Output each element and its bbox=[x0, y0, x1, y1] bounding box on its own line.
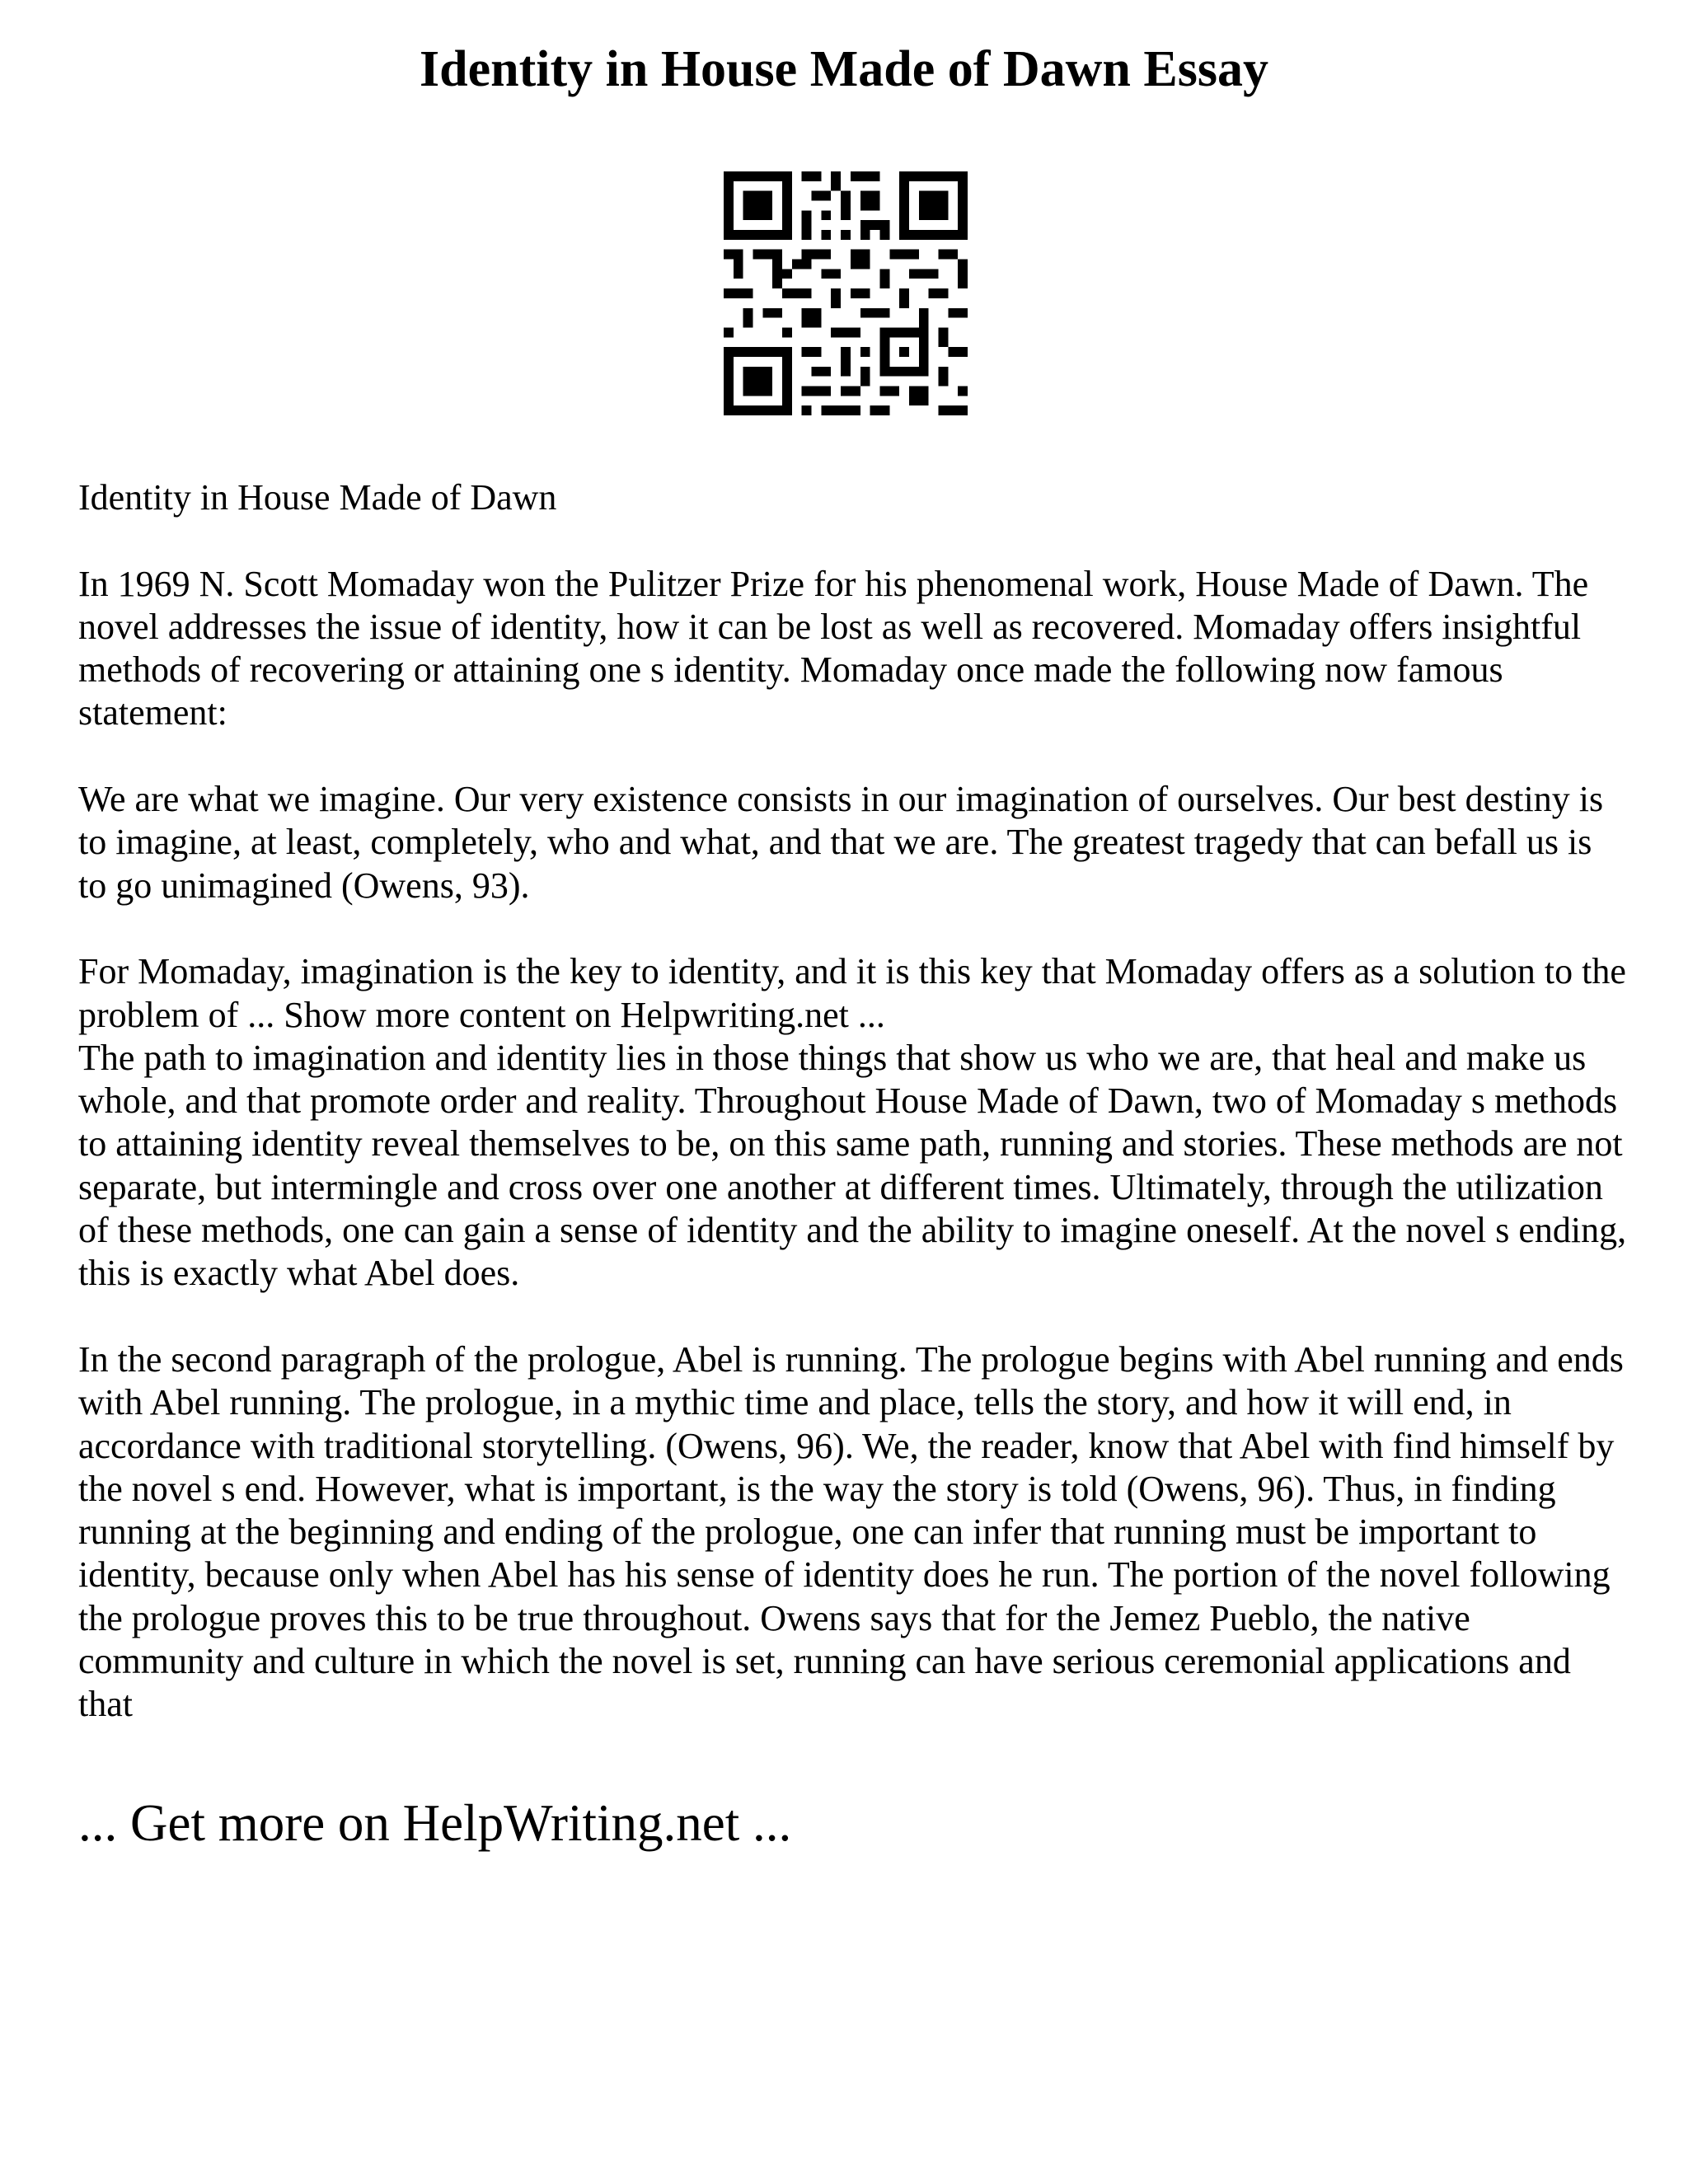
essay-subtitle: Identity in House Made of Dawn bbox=[78, 477, 557, 518]
paragraph: In the second paragraph of the prologue, Abel is running. The prologue begins with Abel running and ends with Abel running. The prologue, in a mythic time and place, tells the story, and how it will end, in accordance with traditional storytelling. (Owens, 96). We, the reader, know that Abel with find himself by the novel s end. However, what is important, is the way the story is told (Owens, 96). Thus, in finding running at the beginning and ending of the prologue, one can infer that running must be important to identity, because only when Abel has his sense of identity does he run. The portion of the novel following the prologue proves this to be true throughout. Owens says that for the Jemez Pueblo, the native community and culture in which the novel is set, running can have serious ceremonial applications and that bbox=[78, 1338, 1624, 1725]
paragraph: For Momaday, imagination is the key to identity, and it is this key that Momaday offers as a solution to the problem of ... Show more content on Helpwriting.net ... bbox=[78, 951, 1626, 1035]
paragraph: The path to imagination and identity lies in those things that show us who we are, that heal and make us whole, and that promote order and reality. Throughout House Made of Dawn, two of Momaday s methods to attaining identity reveal themselves to be, on this same path, running and stories. These methods are not separate, but intermingle and cross over one another at different times. Ultimately, through the utilization of these methods, one can gain a sense of identity and the ability to imagine oneself. At the novel s ending, this is exactly what Abel does. bbox=[78, 1037, 1627, 1294]
qr-code-icon[interactable] bbox=[724, 171, 968, 415]
get-more-link[interactable]: ... Get more on HelpWriting.net ... bbox=[78, 1794, 792, 1852]
page-title: Identity in House Made of Dawn Essay bbox=[420, 41, 1268, 97]
block-quote: We are what we imagine. Our very existence consists in our imagination of ourselves. Our best destiny is to imagine, at least, completely, who and what, and that we are. The greatest tragedy that can befall us is to go unimagined (Owens, 93). bbox=[78, 779, 1604, 906]
paragraph: In 1969 N. Scott Momaday won the Pulitzer Prize for his phenomenal work, House Made of Dawn. The novel addresses the issue of identity, how it can be lost as well as recovered. Momaday offers insightful methods of recovering or attaining one s identity. Momaday once made the following now famous statement: bbox=[78, 563, 1589, 733]
essay-body bbox=[78, 476, 1628, 1769]
